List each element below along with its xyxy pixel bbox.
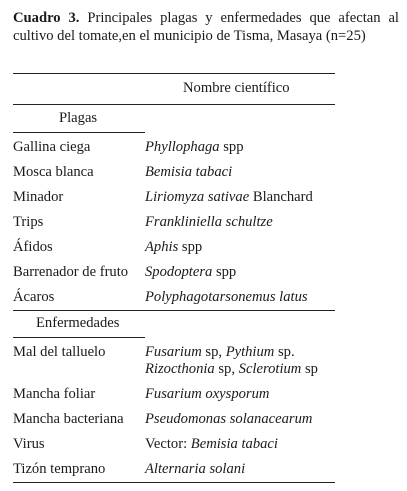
scientific-name-text: Vector:	[145, 436, 191, 452]
row-common-name: Mancha bacteriana	[13, 411, 124, 427]
row-scientific-name	[145, 189, 313, 206]
row-common-name: Mancha foliar	[13, 386, 96, 402]
scientific-name-italic: Pythium	[225, 344, 275, 360]
section-rule-plagas	[13, 132, 145, 133]
column-header-scientific-name: Nombre científico	[183, 80, 290, 96]
scientific-name-italic: Sclerotium	[238, 361, 302, 377]
row-common-name: Tizón temprano	[13, 461, 106, 477]
scientific-name-italic: Bemisia tabaci	[190, 436, 278, 452]
scientific-name-italic: Frankliniella schultze	[145, 214, 273, 230]
table-bottom-rule	[13, 482, 335, 483]
row-scientific-name	[145, 289, 308, 306]
row-scientific-name	[145, 386, 269, 403]
scientific-name-italic: Alternaria solani	[145, 461, 246, 477]
scientific-name-italic: Aphis	[145, 239, 179, 255]
scientific-name-italic: Fusarium oxysporum	[145, 386, 270, 402]
scientific-name-text: sp	[301, 361, 318, 377]
row-scientific-name	[145, 436, 278, 453]
row-scientific-name	[145, 344, 295, 361]
section-title-plagas: Plagas	[59, 110, 98, 126]
row-common-name: Virus	[13, 436, 45, 452]
scientific-name-italic: Pseudomonas solanacearum	[145, 411, 313, 427]
row-scientific-name	[145, 411, 312, 428]
scientific-name-text: Blanchard	[249, 189, 313, 205]
header-bottom-rule	[13, 104, 335, 105]
row-common-name: Áfidos	[13, 239, 53, 255]
scientific-name-text: sp,	[214, 361, 239, 377]
table-caption	[13, 10, 399, 45]
scientific-name-text: spp	[219, 139, 244, 155]
row-common-name: Ácaros	[13, 289, 55, 305]
row-scientific-name	[145, 264, 236, 281]
scientific-name-text: sp,	[201, 344, 226, 360]
caption-text: Principales plagas y enfermedades que afectan al cultivo del tomate,en el municipio de Tisma, Masaya (n=25)	[13, 10, 399, 44]
row-scientific-name	[145, 214, 273, 231]
row-common-name: Mosca blanca	[13, 164, 94, 180]
row-scientific-name	[145, 139, 244, 156]
scientific-name-italic: Rizocthonia	[145, 361, 215, 377]
section-title-enfermedades: Enfermedades	[36, 315, 120, 331]
section-separator-rule	[13, 310, 335, 311]
row-scientific-name	[145, 164, 232, 181]
row-scientific-name-continued	[145, 361, 318, 378]
scientific-name-italic: Bemisia tabaci	[145, 164, 233, 180]
scientific-name-text: spp	[212, 264, 237, 280]
scientific-name-italic: Phyllophaga	[145, 139, 220, 155]
scientific-name-italic: Polyphagotarsonemus latus	[145, 289, 308, 305]
row-common-name: Barrenador de fruto	[13, 264, 129, 280]
row-common-name: Mal del talluelo	[13, 344, 106, 360]
scientific-name-text: spp	[178, 239, 203, 255]
row-scientific-name	[145, 239, 202, 256]
row-common-name: Gallina ciega	[13, 139, 91, 155]
scientific-name-italic: Fusarium	[145, 344, 202, 360]
scientific-name-italic: Spodoptera	[145, 264, 213, 280]
row-scientific-name	[145, 461, 245, 478]
section-rule-enfermedades	[13, 337, 145, 338]
row-common-name: Minador	[13, 189, 64, 205]
table-top-rule	[13, 73, 335, 74]
caption-label: Cuadro 3.	[13, 10, 80, 26]
scientific-name-text: sp.	[274, 344, 295, 360]
row-common-name: Trips	[13, 214, 44, 230]
scientific-name-italic: Liriomyza sativae	[145, 189, 250, 205]
